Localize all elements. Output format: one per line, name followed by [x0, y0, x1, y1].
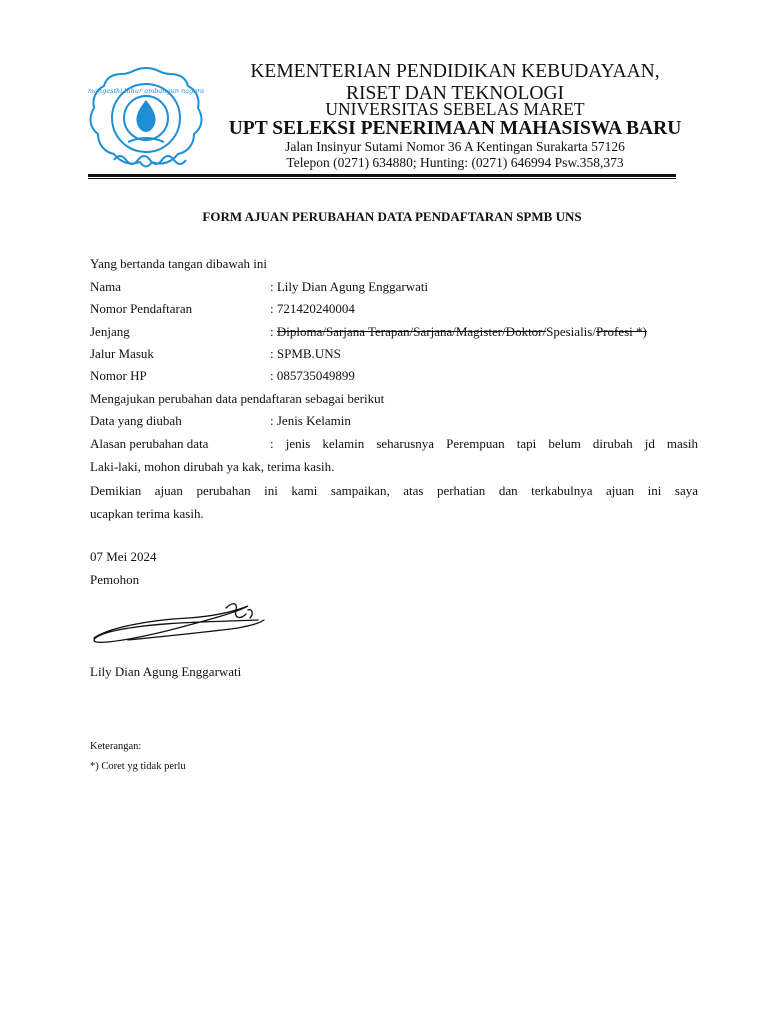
- ministry-line-2: RISET DAN TEKNOLOGI: [345, 83, 565, 104]
- handwritten-signature: [88, 598, 268, 654]
- phone-line: Telepon (0271) 634880; Hunting: (0271) 646994 Psw.358,373: [286, 155, 624, 170]
- nomor-pendaftaran-value: : 721420240004: [270, 301, 355, 316]
- changed-data-label: Data yang diubah: [90, 413, 182, 428]
- ministry-line-1: KEMENTERIAN PENDIDIKAN KEBUDAYAAN,: [250, 61, 660, 82]
- jenjang-value: [270, 325, 647, 338]
- nomor-hp-value: : 085735049899: [270, 368, 355, 383]
- nomor-hp-label: Nomor HP: [90, 368, 147, 383]
- jenjang-struck-option-2: Profesi *): [595, 324, 647, 339]
- jenjang-struck-options: Diploma/Sarjana Terapan/Sarjana/Magister/Doktor/: [276, 324, 547, 339]
- closing-line-1: Demikian ajuan perubahan ini kami sampaikan, atas perhatian dan terkabulnya ajuan ini saya: [90, 483, 698, 498]
- header-divider-thick: [88, 174, 676, 177]
- reason-line-1: : jenis kelamin seharusnya Perempuan tapi belum dirubah jd masih: [270, 436, 698, 451]
- unit-name: UPT SELEKSI PENERIMAAN MAHASISWA BARU: [228, 118, 682, 139]
- header-divider-thin: [88, 178, 676, 179]
- intro-text: Yang bertanda tangan dibawah ini: [90, 256, 268, 271]
- reason-line-2: Laki-laki, mohon dirubah ya kak, terima kasih.: [90, 459, 335, 474]
- jalur-masuk-label: Jalur Masuk: [90, 346, 154, 361]
- jenjang-selected-option: Spesialis/: [546, 324, 596, 339]
- jalur-masuk-value: : SPMB.UNS: [270, 346, 341, 361]
- nama-label: Nama: [90, 279, 122, 294]
- nomor-pendaftaran-label: Nomor Pendaftaran: [90, 301, 193, 316]
- changed-data-value: : Jenis Kelamin: [270, 413, 351, 428]
- nama-value: : Lily Dian Agung Enggarwati: [270, 279, 429, 294]
- form-title: FORM AJUAN PERUBAHAN DATA PENDAFTARAN SPMB UNS: [202, 209, 582, 224]
- university-logo: [88, 64, 204, 174]
- address-line: Jalan Insinyur Sutami Nomor 36 A Kentingan Surakarta 57126: [285, 139, 625, 154]
- notes-text: *) Coret yg tidak perlu: [90, 761, 186, 772]
- applicant-label: Pemohon: [90, 572, 140, 587]
- request-intro: Mengajukan perubahan data pendaftaran sebagai berikut: [90, 391, 385, 406]
- logo-motto: mangesthi luhur ambangun nagara: [88, 87, 204, 95]
- reason-label: Alasan perubahan data: [90, 436, 209, 451]
- notes-label: Keterangan:: [90, 741, 142, 752]
- signatory-name: Lily Dian Agung Enggarwati: [90, 664, 242, 679]
- jenjang-colon: :: [270, 324, 277, 339]
- letter-date: 07 Mei 2024: [90, 549, 157, 564]
- jenjang-label: Jenjang: [90, 324, 130, 339]
- closing-line-2: ucapkan terima kasih.: [90, 506, 204, 521]
- university-name: UNIVERSITAS SEBELAS MARET: [325, 99, 585, 119]
